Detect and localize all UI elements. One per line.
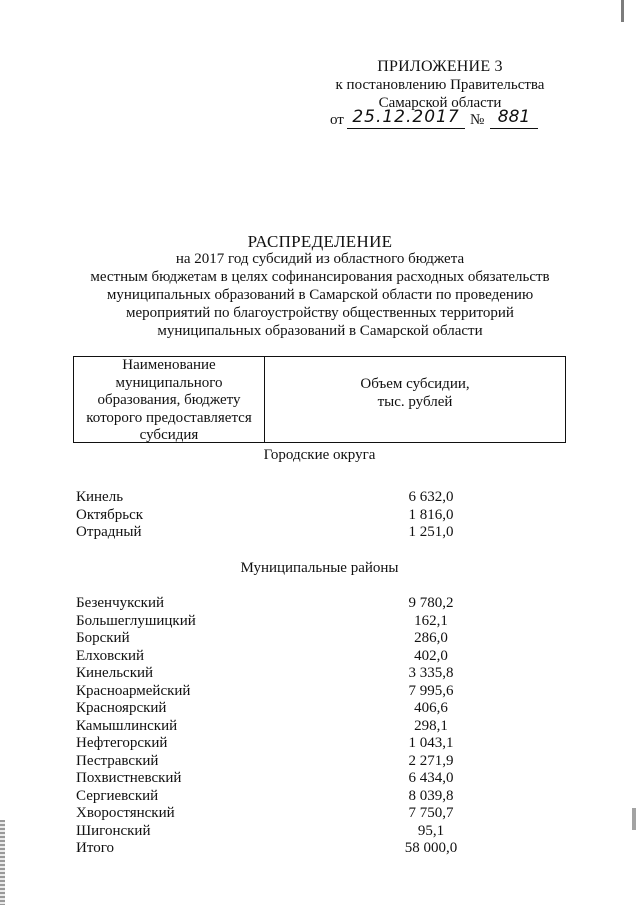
table-row (76, 489, 456, 507)
table-row (76, 700, 456, 718)
annex-block (330, 58, 550, 112)
municipal-districts-list (76, 595, 456, 858)
subtitle-line: мероприятий по благоустройству общественных территорий (126, 305, 514, 321)
header-col1-line: муниципального (115, 374, 223, 391)
total-row (76, 840, 456, 858)
row-name: Шигонский (76, 822, 151, 839)
row-name: Хворостянский (76, 805, 175, 821)
row-value: 95,1 (417, 822, 445, 839)
row-value: 402,0 (414, 647, 448, 664)
row-value: 1 043,1 (408, 735, 454, 751)
table-row (76, 524, 456, 542)
row-name: Большеглушицкий (76, 612, 196, 629)
row-value: 7 995,6 (408, 682, 454, 699)
table-row (76, 595, 456, 613)
city-districts-list (76, 489, 456, 542)
section-title-municipal-districts: Муниципальные районы (240, 560, 399, 576)
row-value: 6 632,0 (408, 489, 454, 505)
header-col2-line: тыс. рублей (377, 394, 453, 410)
row-value: 162,1 (414, 612, 448, 629)
table-row (76, 788, 456, 806)
total-value: 58 000,0 (404, 840, 458, 856)
table-row (76, 805, 456, 823)
row-name: Безенчукский (76, 595, 165, 611)
row-name: Октябрьск (76, 506, 144, 523)
row-name: Похвистневский (76, 770, 182, 786)
header-subsidy-amount (265, 357, 565, 442)
document-subtitle (60, 250, 580, 340)
table-row (76, 613, 456, 631)
row-name: Сергиевский (76, 787, 159, 804)
total-label: Итого (76, 840, 114, 856)
subtitle-line: на 2017 год субсидий из областного бюджета (175, 251, 465, 267)
row-name: Нефтегорский (76, 735, 168, 751)
row-name: Кинельский (76, 665, 154, 681)
annex-line-2: Самарской области (378, 95, 502, 111)
row-value: 406,6 (414, 700, 448, 716)
row-value: 298,1 (414, 717, 448, 734)
table-header (73, 356, 566, 443)
row-name: Елховский (76, 647, 145, 664)
section-title-city-districts: Городские округа (263, 447, 376, 463)
row-value: 8 039,8 (408, 787, 454, 804)
table-row (76, 630, 456, 648)
row-value: 1 251,0 (408, 524, 454, 540)
scan-mark-right (632, 808, 636, 830)
header-col2-line: Объем субсидии, (360, 376, 470, 392)
row-value: 6 434,0 (408, 770, 454, 786)
row-name: Борский (76, 630, 130, 646)
handwritten-number: 881 (490, 107, 538, 129)
table-row (76, 665, 456, 683)
header-col1-line: образования, бюджету (97, 392, 241, 408)
row-value: 1 816,0 (408, 506, 454, 523)
row-value: 286,0 (414, 630, 448, 646)
row-name: Красноармейский (76, 682, 191, 699)
header-col1-line: которого предоставляется (86, 409, 252, 426)
row-value: 2 271,9 (408, 752, 454, 769)
date-label: от (330, 112, 344, 128)
table-row (76, 753, 456, 771)
table-row (76, 823, 456, 841)
table-row (76, 718, 456, 736)
table-row (76, 683, 456, 701)
number-label: № (470, 112, 485, 128)
row-name: Кинель (76, 489, 124, 505)
table-row (76, 770, 456, 788)
subtitle-line: муниципальных образований в Самарской области (157, 323, 483, 339)
resolution-reference (330, 107, 550, 133)
row-value: 7 750,7 (408, 805, 454, 821)
header-col1-line: субсидия (139, 427, 199, 443)
table-row (76, 507, 456, 525)
header-municipality (74, 357, 265, 442)
row-value: 3 335,8 (408, 665, 454, 681)
scan-mark-top (621, 0, 624, 22)
row-name: Отрадный (76, 524, 142, 540)
subtitle-line: муниципальных образований в Самарской области по проведению (106, 287, 534, 303)
row-name: Пестравский (76, 752, 159, 769)
scan-edge-artifact (0, 820, 5, 905)
row-name: Красноярский (76, 700, 167, 716)
annex-line-1: к постановлению Правительства (335, 77, 545, 93)
handwritten-date: 25.12.2017 (347, 107, 465, 129)
table-row (76, 648, 456, 666)
subtitle-line: местным бюджетам в целях софинансирования расходных обязательств (90, 269, 550, 285)
table-row (76, 735, 456, 753)
row-value: 9 780,2 (408, 595, 454, 611)
document-title: РАСПРЕДЕЛЕНИЕ (247, 232, 393, 251)
row-name: Камышлинский (76, 717, 178, 734)
annex-title: ПРИЛОЖЕНИЕ 3 (377, 58, 503, 75)
header-col1-line: Наименование (122, 357, 216, 373)
